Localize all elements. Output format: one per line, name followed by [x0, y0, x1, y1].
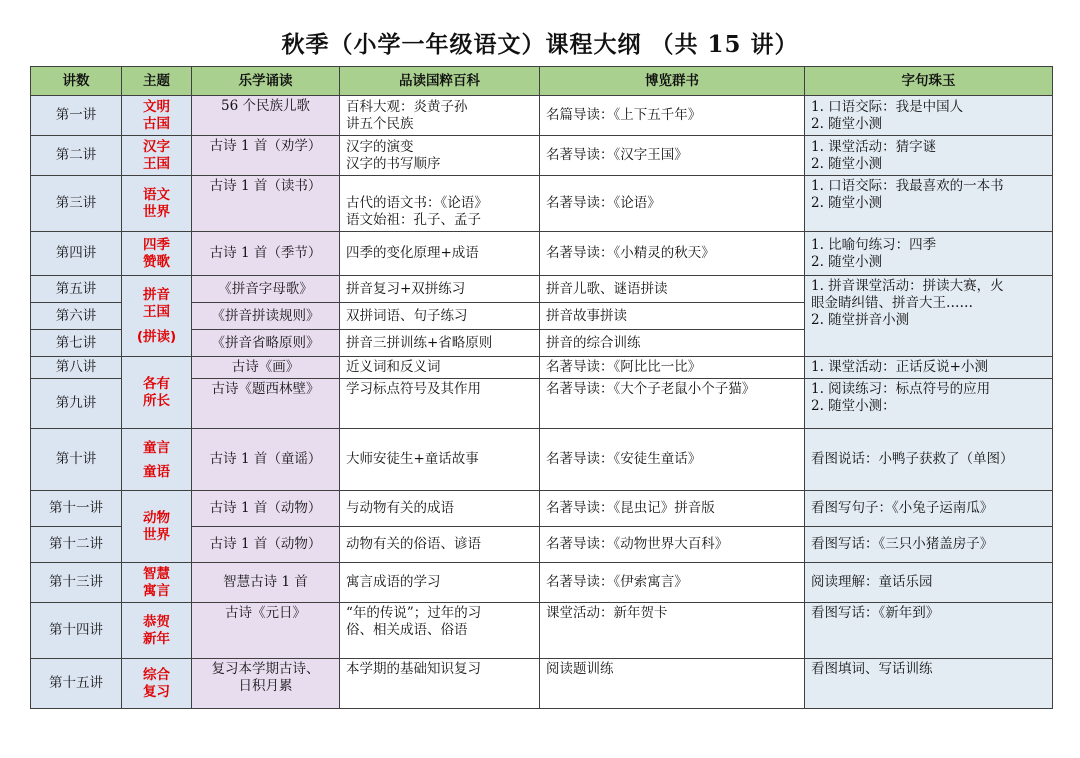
lesson-baike: 双拼词语、句子练习	[340, 303, 540, 330]
lesson-baike: 学习标点符号及其作用	[340, 379, 540, 429]
lesson-theme-animal: 动物 世界	[122, 491, 192, 563]
lesson-poem: 古诗 1 首（读书）	[192, 176, 340, 232]
lesson-reading: 名著导读：《阿比比一比》	[540, 357, 805, 379]
table-row	[31, 136, 1053, 176]
table-row	[31, 603, 1053, 659]
page-title: 秋季（小学一年级语文）课程大纲 （共 15 讲）	[281, 31, 799, 58]
lesson-theme: 四季 赞歌	[122, 232, 192, 276]
lesson-theme: 童言 童语	[122, 429, 192, 491]
lesson-number: 第五讲	[31, 276, 122, 303]
lesson-words: 1. 比喻句练习：四季 2. 随堂小测	[805, 232, 1053, 276]
lesson-reading: 名著导读：《伊索寓言》	[540, 563, 805, 603]
syllabus-table	[30, 66, 1053, 709]
lesson-theme: 综合 复习	[122, 659, 192, 709]
lesson-number: 第十四讲	[31, 603, 122, 659]
lesson-poem: 《拼音字母歌》	[192, 276, 340, 303]
lesson-number: 第八讲	[31, 357, 122, 379]
lesson-theme-gy: 各有 所长	[122, 357, 192, 429]
lesson-baike: 古代的语文书：《论语》 语文始祖：孔子、孟子	[340, 176, 540, 232]
lesson-poem: 56 个民族儿歌	[192, 96, 340, 136]
lesson-reading: 名著导读：《小精灵的秋天》	[540, 232, 805, 276]
lesson-baike: “年的传说”；过年的习 俗、相关成语、俗语	[340, 603, 540, 659]
lesson-baike: 动物有关的俗语、谚语	[340, 527, 540, 563]
lesson-words: 1. 口语交际：我最喜欢的一本书 2. 随堂小测	[805, 176, 1053, 232]
lesson-reading: 名著导读：《论语》	[540, 176, 805, 232]
lesson-poem: 古诗《元日》	[192, 603, 340, 659]
header-poem: 乐学诵读	[192, 67, 340, 96]
lesson-poem: 复习本学期古诗、 日积月累	[192, 659, 340, 709]
lesson-reading: 名著导读：《汉字王国》	[540, 136, 805, 176]
lesson-reading: 名著导读：《大个子老鼠小个子猫》	[540, 379, 805, 429]
table-row	[31, 232, 1053, 276]
lesson-reading: 拼音故事拼读	[540, 303, 805, 330]
lesson-number: 第七讲	[31, 330, 122, 357]
lesson-words: 1. 课堂活动：猜字谜 2. 随堂小测	[805, 136, 1053, 176]
lesson-baike: 四季的变化原理+成语	[340, 232, 540, 276]
lesson-number: 第十五讲	[31, 659, 122, 709]
lesson-poem: 古诗 1 首（动物）	[192, 491, 340, 527]
lesson-poem: 古诗 1 首（童谣）	[192, 429, 340, 491]
lesson-words: 1. 口语交际：我是中国人 2. 随堂小测	[805, 96, 1053, 136]
lesson-baike: 百科大观：炎黄子孙 讲五个民族	[340, 96, 540, 136]
lesson-number: 第九讲	[31, 379, 122, 429]
lesson-number: 第十三讲	[31, 563, 122, 603]
header-words: 字句珠玉	[805, 67, 1053, 96]
table-row	[31, 491, 1053, 527]
table-header-row	[31, 67, 1053, 96]
lesson-number: 第三讲	[31, 176, 122, 232]
lesson-reading: 拼音儿歌、谜语拼读	[540, 276, 805, 303]
lesson-reading: 名著导读：《动物世界大百科》	[540, 527, 805, 563]
lesson-poem: 《拼音拼读规则》	[192, 303, 340, 330]
lesson-poem: 古诗《画》	[192, 357, 340, 379]
lesson-baike: 寓言成语的学习	[340, 563, 540, 603]
lesson-reading: 名著导读：《安徒生童话》	[540, 429, 805, 491]
lesson-poem: 《拼音省略原则》	[192, 330, 340, 357]
lesson-reading: 拼音的综合训练	[540, 330, 805, 357]
lesson-reading: 课堂活动：新年贺卡	[540, 603, 805, 659]
lesson-baike: 拼音复习+双拼练习	[340, 276, 540, 303]
table-row	[31, 176, 1053, 232]
header-theme: 主题	[122, 67, 192, 96]
lesson-number: 第六讲	[31, 303, 122, 330]
lesson-words: 1. 课堂活动：正话反说+小测	[805, 357, 1053, 379]
lesson-reading: 名篇导读：《上下五千年》	[540, 96, 805, 136]
lesson-theme-pinyin: 拼音 王国 (拼读)	[122, 276, 192, 357]
lesson-reading: 阅读题训练	[540, 659, 805, 709]
lesson-theme: 语文 世界	[122, 176, 192, 232]
lesson-baike: 拼音三拼训练+省略原则	[340, 330, 540, 357]
lesson-words: 阅读理解：童话乐园	[805, 563, 1053, 603]
lesson-words: 看图写话：《三只小猪盖房子》	[805, 527, 1053, 563]
header-baike: 品读国粹百科	[340, 67, 540, 96]
lesson-baike: 大师安徒生+童话故事	[340, 429, 540, 491]
lesson-number: 第十讲	[31, 429, 122, 491]
lesson-baike: 本学期的基础知识复习	[340, 659, 540, 709]
lesson-words: 看图写句子：《小兔子运南瓜》	[805, 491, 1053, 527]
lesson-baike: 近义词和反义词	[340, 357, 540, 379]
lesson-theme: 恭贺 新年	[122, 603, 192, 659]
lesson-poem: 古诗 1 首（季节）	[192, 232, 340, 276]
lesson-poem: 古诗 1 首（劝学）	[192, 136, 340, 176]
lesson-poem: 古诗 1 首（动物）	[192, 527, 340, 563]
lesson-number: 第四讲	[31, 232, 122, 276]
lesson-number: 第二讲	[31, 136, 122, 176]
lesson-words: 看图写话：《新年到》	[805, 603, 1053, 659]
table-row	[31, 429, 1053, 491]
lesson-words: 看图说话：小鸭子获救了（单图）	[805, 429, 1053, 491]
header-num: 讲数	[31, 67, 122, 96]
lesson-theme: 汉字 王国	[122, 136, 192, 176]
lesson-words-pinyin: 1. 拼音课堂活动：拼读大赛，火 眼金睛纠错、拼音大王…… 2. 随堂拼音小测	[805, 276, 1053, 357]
header-reading: 博览群书	[540, 67, 805, 96]
lesson-number: 第十一讲	[31, 491, 122, 527]
lesson-reading: 名著导读：《昆虫记》拼音版	[540, 491, 805, 527]
table-row	[31, 96, 1053, 136]
lesson-baike: 与动物有关的成语	[340, 491, 540, 527]
lesson-poem: 智慧古诗 1 首	[192, 563, 340, 603]
lesson-poem: 古诗《题西林壁》	[192, 379, 340, 429]
lesson-theme: 文明 古国	[122, 96, 192, 136]
lesson-words: 1. 阅读练习：标点符号的应用 2. 随堂小测：	[805, 379, 1053, 429]
lesson-words: 看图填词、写话训练	[805, 659, 1053, 709]
lesson-number: 第一讲	[31, 96, 122, 136]
lesson-theme: 智慧 寓言	[122, 563, 192, 603]
table-row	[31, 563, 1053, 603]
lesson-baike: 汉字的演变 汉字的书写顺序	[340, 136, 540, 176]
table-row	[31, 357, 1053, 379]
lesson-number: 第十二讲	[31, 527, 122, 563]
table-row	[31, 659, 1053, 709]
table-row	[31, 276, 1053, 303]
